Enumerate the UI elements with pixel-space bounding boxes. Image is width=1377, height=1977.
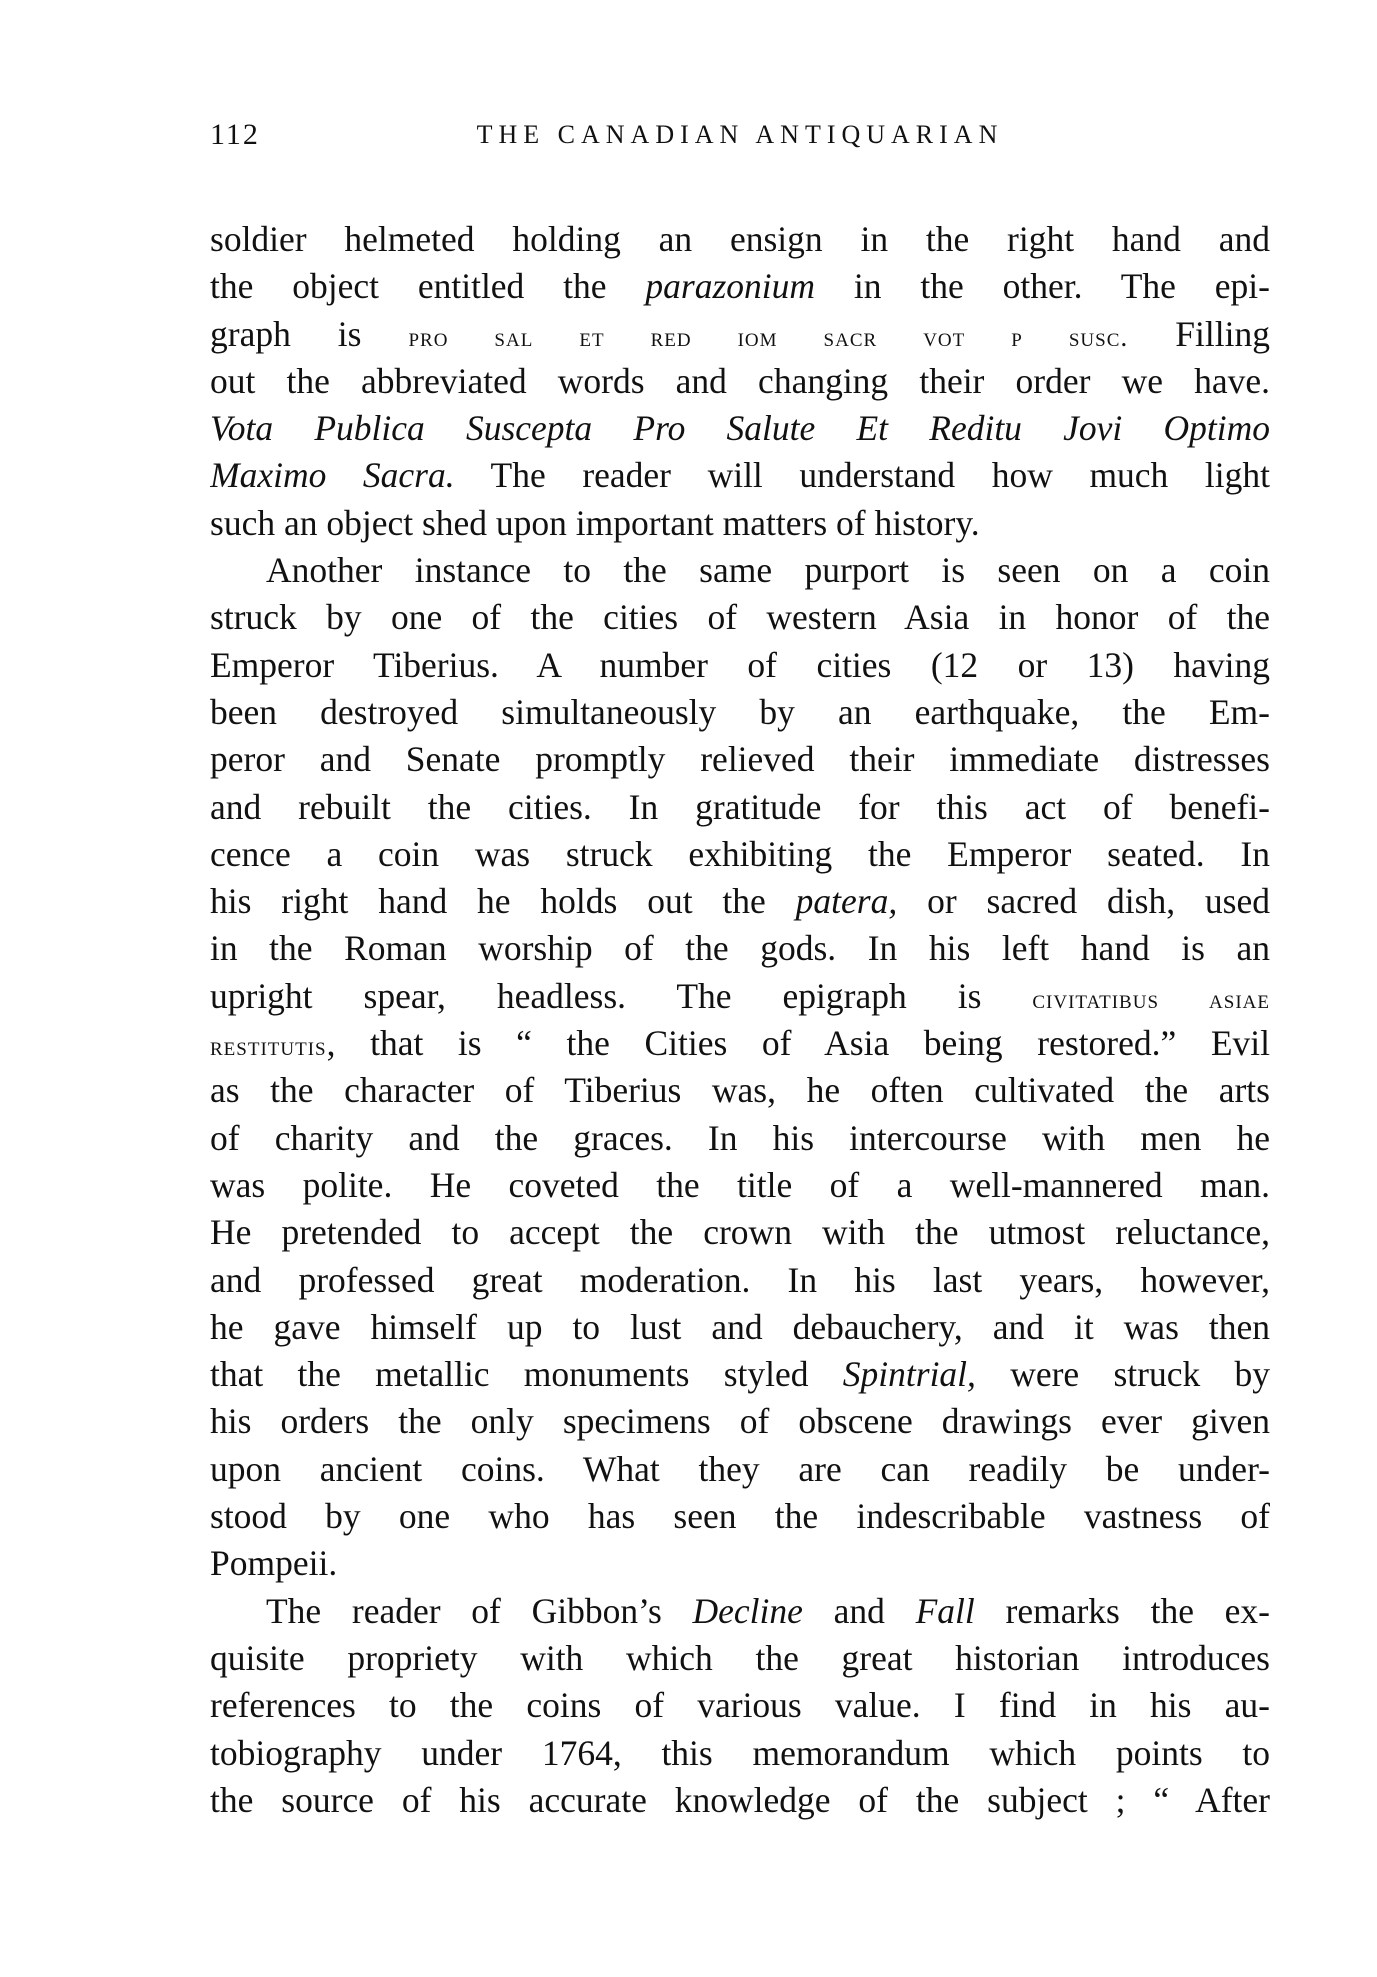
text-segment: or sacred dish, used xyxy=(897,881,1270,922)
italic-text: patera, xyxy=(795,881,898,922)
text-segment: upright spear, headless. The epigraph is xyxy=(210,975,1033,1016)
text-line xyxy=(210,1398,1270,1445)
text-line xyxy=(210,311,1270,358)
body-text xyxy=(210,216,1270,1824)
text-line xyxy=(210,784,1270,831)
text-line xyxy=(210,736,1270,783)
text-segment: graph is xyxy=(210,313,409,354)
text-segment: been destroyed simultaneously by an earthquake, the Em- xyxy=(210,691,1270,732)
text-line xyxy=(210,1730,1270,1777)
text-segment: cence a coin was struck exhibiting the Emperor seated. In xyxy=(210,833,1270,874)
text-line xyxy=(210,405,1270,452)
text-segment: such an object shed upon important matters of history. xyxy=(210,502,980,543)
text-line xyxy=(210,1635,1270,1682)
text-segment: Pompeii. xyxy=(210,1543,338,1584)
text-line xyxy=(210,1115,1270,1162)
text-segment: The reader will understand how much light xyxy=(454,455,1270,496)
text-segment: was polite. He coveted the title of a well-mannered man. xyxy=(210,1164,1270,1205)
italic-text: Fall xyxy=(915,1590,975,1631)
italic-text: Vota Publica Suscepta Pro Salute Et Reditu Jovi Optimo xyxy=(210,408,1270,449)
text-line xyxy=(210,642,1270,689)
text-line xyxy=(210,1067,1270,1114)
book-page xyxy=(210,118,1270,1824)
text-segment: in the other. The epi- xyxy=(815,266,1270,307)
text-line xyxy=(210,689,1270,736)
text-line xyxy=(210,452,1270,499)
text-segment: , that is “ the Cities of Asia being restored.” Evil xyxy=(326,1023,1270,1064)
text-line xyxy=(210,1682,1270,1729)
text-line xyxy=(210,547,1270,594)
italic-text: Spintrial, xyxy=(842,1354,976,1395)
text-line xyxy=(210,1446,1270,1493)
text-segment: his orders the only specimens of obscene drawings ever given xyxy=(210,1401,1270,1442)
text-segment: references to the coins of various value. I find in his au- xyxy=(210,1685,1270,1726)
text-line xyxy=(210,1020,1270,1067)
text-segment: tobiography under 1764, this memorandum which points to xyxy=(210,1732,1270,1773)
text-segment: in the Roman worship of the gods. In his left hand is an xyxy=(210,928,1270,969)
text-segment: out the abbreviated words and changing their order we have. xyxy=(210,360,1270,401)
italic-text: Decline xyxy=(692,1590,803,1631)
text-line xyxy=(210,878,1270,925)
text-segment: that the metallic monuments styled xyxy=(210,1354,843,1395)
text-line xyxy=(210,1588,1270,1635)
text-segment: The reader of Gibbon’s xyxy=(266,1590,693,1631)
text-line xyxy=(210,594,1270,641)
text-segment: and professed great moderation. In his last years, however, xyxy=(210,1259,1270,1300)
italic-text: parazonium xyxy=(645,266,816,307)
running-head xyxy=(210,118,1270,158)
text-segment: were struck by xyxy=(975,1354,1270,1395)
text-segment: Emperor Tiberius. A number of cities (12 or 13) having xyxy=(210,644,1270,685)
text-line xyxy=(210,1304,1270,1351)
text-line xyxy=(210,1209,1270,1256)
text-line xyxy=(210,358,1270,405)
text-segment: remarks the ex- xyxy=(974,1590,1270,1631)
text-segment: his right hand he holds out the xyxy=(210,881,796,922)
text-line xyxy=(210,973,1270,1020)
small-caps-text: restitutis xyxy=(210,1030,327,1062)
text-line xyxy=(210,1540,1270,1587)
text-segment: stood by one who has seen the indescribable vastness of xyxy=(210,1496,1270,1537)
page-number: 112 xyxy=(210,118,260,151)
text-segment: he gave himself up to lust and debauchery, and it was then xyxy=(210,1306,1270,1347)
running-title: THE CANADIAN ANTIQUARIAN xyxy=(476,120,1004,149)
text-segment: He pretended to accept the crown with the utmost reluctance, xyxy=(210,1212,1270,1253)
text-segment: quisite propriety with which the great historian introduces xyxy=(210,1637,1270,1678)
text-line xyxy=(210,500,1270,547)
text-segment: as the character of Tiberius was, he often cultivated the arts xyxy=(210,1070,1270,1111)
text-segment: the object entitled the xyxy=(210,266,646,307)
text-segment: the source of his accurate knowledge of the subject ; “ After xyxy=(210,1779,1270,1820)
text-segment: soldier helmeted holding an ensign in the right hand and xyxy=(210,219,1270,259)
text-line xyxy=(210,1257,1270,1304)
text-line xyxy=(210,216,1270,263)
italic-text: Maximo Sacra. xyxy=(210,455,455,496)
text-line xyxy=(210,1777,1270,1824)
text-segment: Another instance to the same purport is seen on a coin xyxy=(266,550,1270,591)
text-segment: and xyxy=(802,1590,916,1631)
text-segment: of charity and the graces. In his intercourse with men he xyxy=(210,1117,1270,1158)
text-segment: struck by one of the cities of western Asia in honor of the xyxy=(210,597,1270,638)
text-segment: upon ancient coins. What they are can readily be under- xyxy=(210,1448,1270,1489)
text-line xyxy=(210,1493,1270,1540)
text-line xyxy=(210,831,1270,878)
text-segment: peror and Senate promptly relieved their immediate distresses xyxy=(210,739,1270,780)
text-segment: Filling xyxy=(1128,313,1270,354)
text-line xyxy=(210,1351,1270,1398)
text-segment: and rebuilt the cities. In gratitude for this act of benefi- xyxy=(210,786,1270,827)
text-line xyxy=(210,263,1270,310)
small-caps-text: pro sal et red iom sacr vot p susc. xyxy=(408,320,1129,352)
text-line xyxy=(210,1162,1270,1209)
text-line xyxy=(210,925,1270,972)
small-caps-text: civitatibus asiae xyxy=(1032,982,1270,1014)
